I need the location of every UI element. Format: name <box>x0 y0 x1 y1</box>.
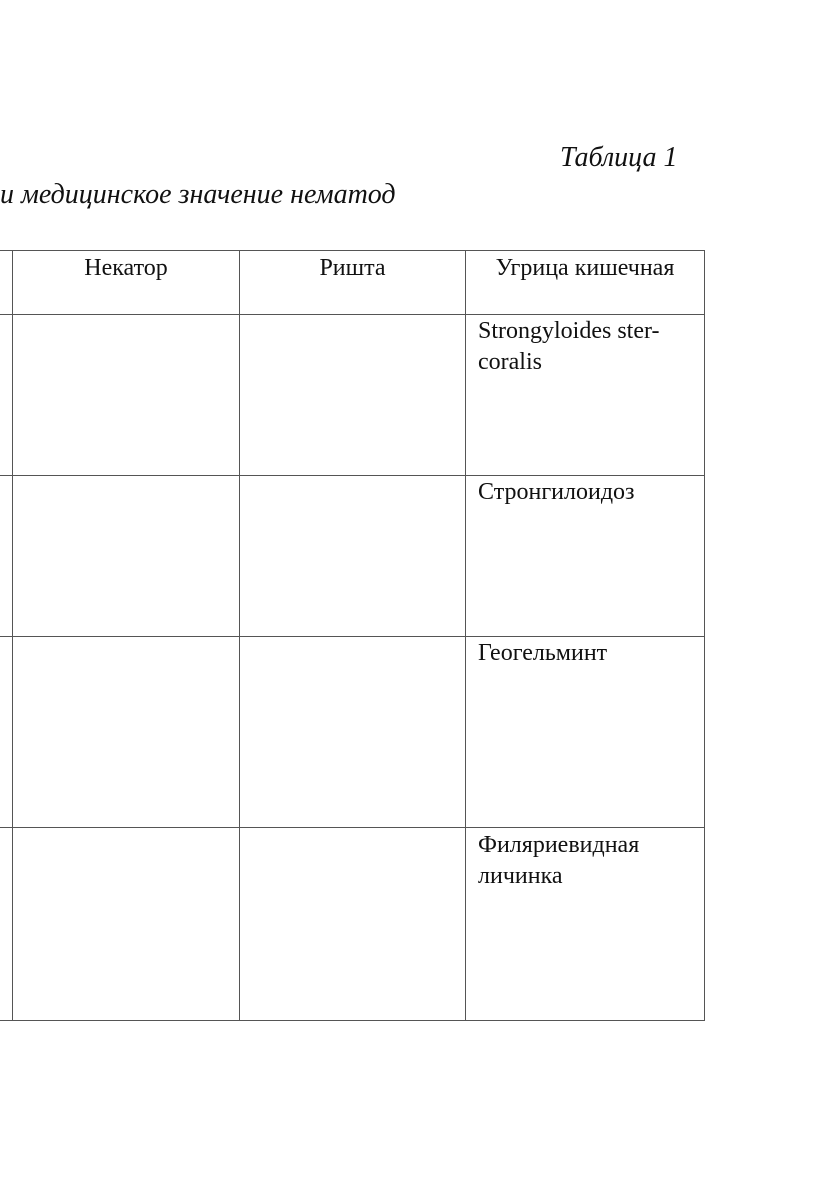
table-row-divider <box>0 475 705 476</box>
nematode-table <box>0 250 705 1021</box>
table-row-divider <box>0 827 705 828</box>
table-row-divider <box>0 314 705 315</box>
table-cell-helminth-type: Геогельминт <box>478 640 608 666</box>
table-row-divider <box>0 636 705 637</box>
column-header-nekator: Некатор <box>84 255 168 281</box>
table-border-right <box>704 250 705 1021</box>
table-cell-disease-name: Стронгилоидоз <box>478 479 635 505</box>
table-cell-species-name: Strongyloides ster- coralis <box>478 318 660 375</box>
table-title: и медицинское значение нематод <box>0 179 396 210</box>
table-border-top <box>0 250 705 251</box>
table-column-divider <box>12 250 13 1021</box>
table-number-label: Таблица 1 <box>560 142 678 173</box>
table-column-divider <box>465 250 466 1021</box>
table-cell-invasive-stage: Филяриевидная личинка <box>478 832 640 889</box>
table-column-divider <box>239 250 240 1021</box>
column-header-rishta: Ришта <box>319 255 386 281</box>
column-header-ugritsa: Угрица кишечная <box>495 255 675 281</box>
table-border-bottom <box>0 1020 705 1021</box>
